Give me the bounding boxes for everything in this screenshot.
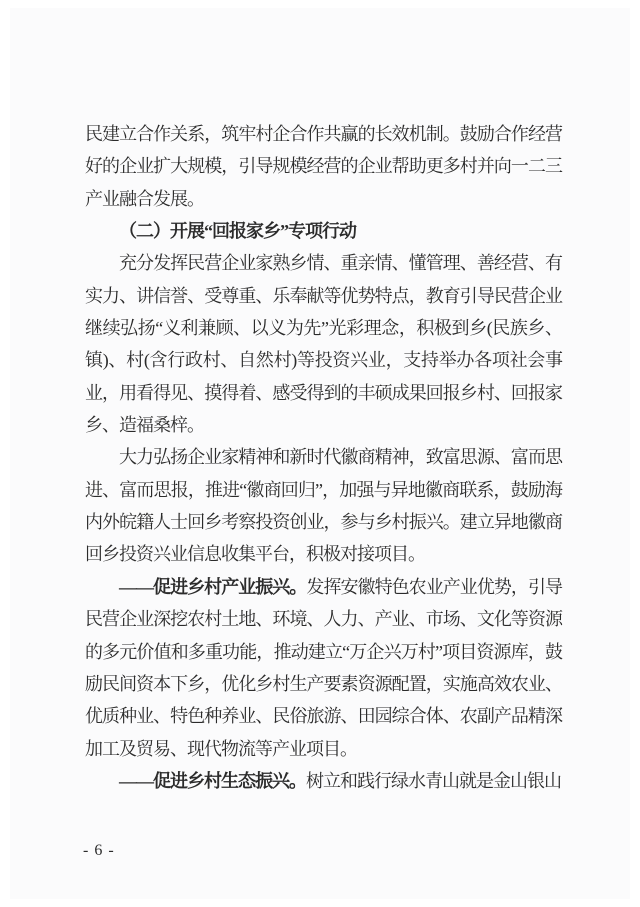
- paragraph-text: 树立和践行绿水青山就是金山银山: [306, 770, 561, 791]
- paragraph-dash-item: [85, 765, 562, 797]
- document-body: [85, 118, 562, 797]
- section-heading-text: （二）开展“回报家乡”专项行动: [119, 221, 356, 242]
- paragraph-text: 大力弘扬企业家精神和新时代徽商精神，致富思源、富而思进、富而思报，推进“徽商回归”，加强与异地徽商联系，鼓励海内外皖籍人士回乡考察投资创业，参与乡村振兴。建立异地徽商回乡投资兴业信息收集平台，积极对接项目。: [85, 447, 562, 565]
- paragraph-text: 发挥安徽特色农业产业优势，引导民营企业深挖农村土地、环境、人力、产业、市场、文化等资源的多元价值和多重功能，推动建立“万企兴万村”项目资源库，鼓励民间资本下乡，优化乡村生产要素资源配置，实施高效农业、优质种业、特色种养业、民俗旅游、田园综合体、农副产品精深加工及贸易、现代物流等产业项目。: [85, 576, 563, 759]
- page-number: - 6 -: [83, 842, 115, 859]
- paragraph-dash-item: [85, 571, 562, 765]
- paragraph: [85, 441, 562, 570]
- paragraph-continuation: [85, 118, 562, 215]
- paragraph-text: 充分发挥民营企业家熟乡情、重亲情、懂管理、善经营、有实力、讲信誉、受尊重、乐奉献等优势特点，教育引导民营企业继续弘扬“义利兼顾、以义为先”光彩理念，积极到乡(民族乡、镇)、村(含行政村、自然村)等投资兴业，支持举办各项社会事业，用看得见、摸得着、感受得到的丰硕成果回报乡村、回报家乡、造福桑梓。: [85, 253, 562, 436]
- paragraph: [85, 247, 562, 441]
- section-heading: [85, 215, 562, 247]
- paragraph-text: 民建立合作关系，筑牢村企合作共赢的长效机制。鼓励合作经营好的企业扩大规模，引导规模经营的企业帮助更多村并向一二三产业融合发展。: [85, 124, 562, 209]
- paragraph-bold-lead: ——促进乡村生态振兴。: [119, 770, 306, 791]
- paragraph-bold-lead: ——促进乡村产业振兴。: [119, 576, 307, 597]
- document-page: [10, 8, 630, 899]
